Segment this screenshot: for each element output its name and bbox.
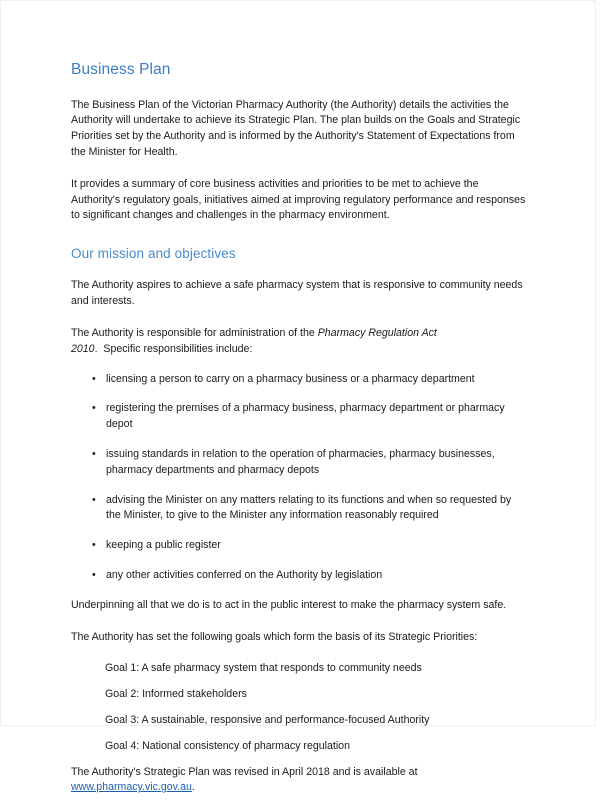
list-item: Goal 4: National consistency of pharmacy regulation bbox=[105, 739, 350, 752]
bullet-icon: • bbox=[92, 493, 96, 506]
responsibilities-lead-in-text: The Authority is responsible for administration of the bbox=[71, 326, 318, 339]
list-item: Goal 1: A safe pharmacy system that responds to community needs bbox=[105, 662, 422, 675]
bullet-icon: • bbox=[92, 402, 96, 415]
goals-list bbox=[71, 661, 527, 754]
closing-lead-in-text: The Authority's Strategic Plan was revised in April 2018 and is available at bbox=[71, 765, 418, 778]
document-content bbox=[71, 61, 527, 812]
list-item-label: keeping a public register bbox=[106, 539, 221, 552]
intro-paragraph-1: The Business Plan of the Victorian Pharmacy Authority (the Authority) details the activities the Authority will undertake to achieve its Strategic Plan. The plan builds on the Goals and Strategic Priorities set by the Authority and is informed by the Authority's Statement of Expectations from the Minister for Health. bbox=[71, 98, 521, 158]
list-item: Goal 2: Informed stakeholders bbox=[105, 688, 247, 701]
list-item bbox=[71, 401, 527, 433]
act-title-italic: Pharmacy Regulation Act 2010 bbox=[71, 326, 437, 355]
bullet-icon: • bbox=[92, 568, 96, 581]
list-item: Goal 3: A sustainable, responsive and performance-focused Authority bbox=[105, 713, 430, 726]
page-title: Business Plan bbox=[71, 61, 171, 78]
section-heading-mission: Our mission and objectives bbox=[71, 246, 236, 262]
responsibilities-lead-in-paragraph bbox=[71, 326, 527, 358]
list-item-label: advising the Minister on any matters relating to its functions and when so requested by the Minister, to give to the Minister any information reasonably required bbox=[106, 493, 512, 522]
list-item-label: registering the premises of a pharmacy business, pharmacy department or pharmacy depot bbox=[106, 402, 505, 431]
list-item bbox=[71, 568, 527, 584]
closing-paragraph bbox=[71, 765, 527, 797]
responsibilities-lead-out-text: . Specific responsibilities include: bbox=[94, 342, 253, 355]
list-item bbox=[71, 447, 527, 479]
list-item bbox=[71, 372, 527, 388]
responsibilities-list bbox=[71, 372, 527, 584]
list-item-label: issuing standards in relation to the operation of pharmacies, pharmacy businesses, pharmacy departments and pharmacy depots bbox=[106, 447, 495, 476]
list-item-label: licensing a person to carry on a pharmacy business or a pharmacy department bbox=[106, 372, 475, 385]
closing-trailing-text: . bbox=[191, 781, 195, 794]
bullet-icon: • bbox=[92, 372, 96, 385]
goals-lead-in-paragraph: The Authority has set the following goals which form the basis of its Strategic Priorities: bbox=[71, 630, 478, 643]
list-item-label: any other activities conferred on the Authority by legislation bbox=[106, 568, 383, 581]
bullet-icon: • bbox=[92, 539, 96, 552]
bullet-icon: • bbox=[92, 447, 96, 460]
strategic-plan-link[interactable]: www.pharmacy.vic.gov.au bbox=[71, 781, 192, 794]
list-item bbox=[71, 538, 527, 554]
mission-aspiration-paragraph: The Authority aspires to achieve a safe pharmacy system that is responsive to community needs and interests. bbox=[71, 279, 523, 308]
list-item bbox=[71, 493, 527, 525]
intro-paragraph-2: It provides a summary of core business activities and priorities to be met to achieve the Authority's regulatory goals, initiatives aimed at improving regulatory performance and responses to significant changes and challenges in the pharmacy environment. bbox=[71, 177, 526, 222]
underpinning-paragraph: Underpinning all that we do is to act in the public interest to make the pharmacy system safe. bbox=[71, 598, 507, 611]
